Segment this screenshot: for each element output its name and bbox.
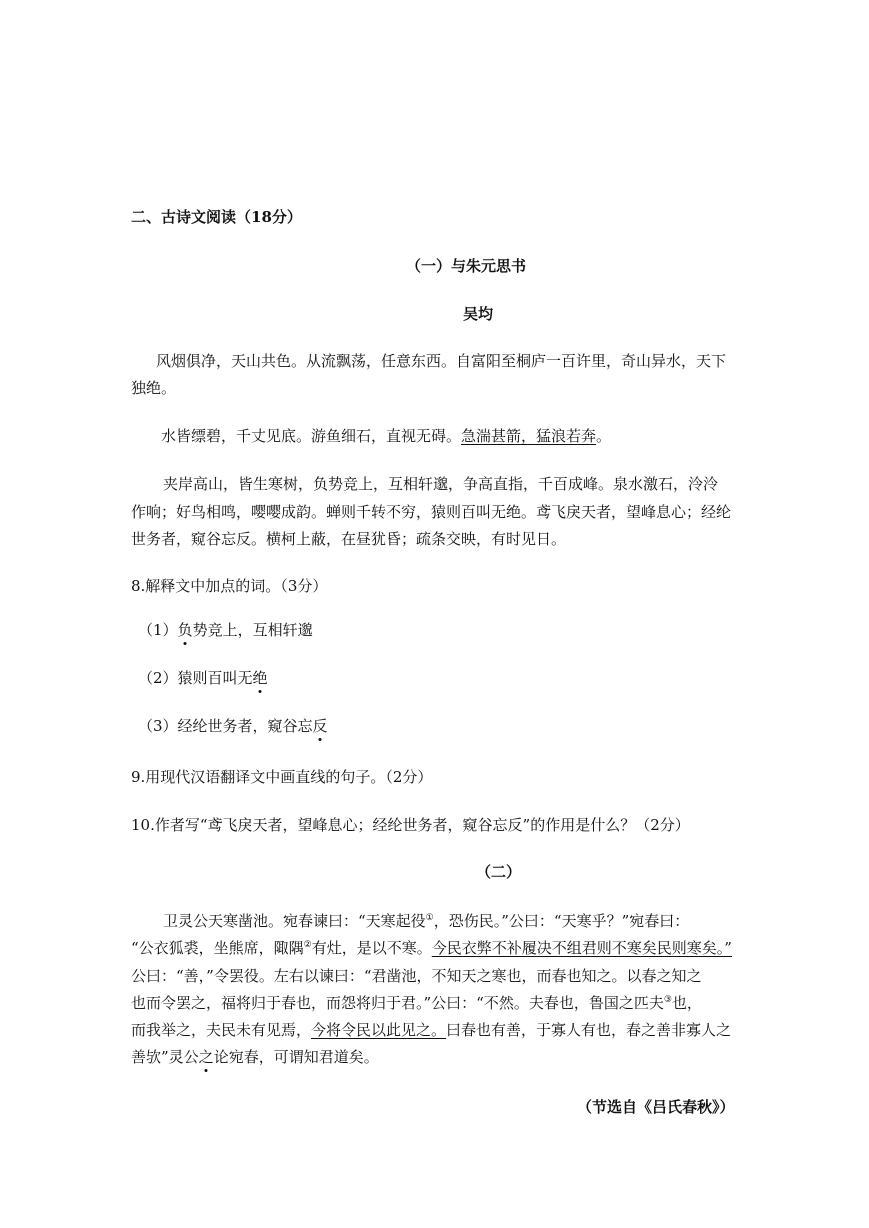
p2-l2-b: 有灶，是以不寒。 bbox=[311, 939, 432, 957]
footnote-marker-1: ① bbox=[425, 913, 434, 923]
passage1-p2 bbox=[161, 426, 611, 446]
question-8: 8.解释文中加点的词。（3分） bbox=[131, 577, 328, 595]
question-8-2 bbox=[138, 668, 268, 688]
passage1-p1-line1: 风烟俱净，天山共色。从流飘荡，任意东西。自富阳至桐庐一百许里，奇山异水，天下 bbox=[156, 352, 727, 370]
passage2-line2 bbox=[131, 938, 732, 958]
passage2-line4 bbox=[131, 993, 702, 1013]
question-10: 10.作者写“鸢飞戾天者，望峰息心；经纶世务者，窥谷忘反”的作用是什么？（2分） bbox=[131, 816, 690, 834]
q8-2-pre: （2）猿则百叫无 bbox=[138, 669, 253, 687]
question-9: 9.用现代汉语翻译文中画直线的句子。（2分） bbox=[131, 768, 433, 786]
passage1-p1-line2: 独绝。 bbox=[131, 379, 177, 397]
q8-1-dotted-word: 负 bbox=[177, 621, 193, 639]
question-8-3 bbox=[138, 716, 328, 736]
p2-l4-b: 也， bbox=[671, 994, 702, 1012]
passage1-title: （一）与朱元思书 bbox=[406, 257, 527, 275]
passage1-p3-line1: 夹岸高山，皆生寒树，负势竞上，互相轩邈，争高直指，千百成峰。泉水激石，泠泠 bbox=[163, 475, 719, 493]
footnote-marker-3: ③ bbox=[663, 995, 672, 1005]
passage2-line3: 公曰：“善，”令罢役。左右以谏曰：“君凿池，不知天之寒也，而春也知之。以春之知之 bbox=[131, 967, 702, 985]
p2-l2-underlined: 今民衣弊不补履决不组君则不寒矣民则寒矣。” bbox=[431, 939, 732, 957]
passage2-title: （二） bbox=[476, 863, 522, 881]
passage1-p2-post: 。 bbox=[596, 427, 612, 445]
passage1-p2-underlined: 急湍甚箭，猛浪若奔 bbox=[461, 427, 597, 445]
passage2-source: （节选自《吕氏春秋》） bbox=[577, 1098, 735, 1116]
passage1-author: 吴均 bbox=[463, 305, 494, 323]
section-heading: 二、古诗文阅读（18分） bbox=[131, 208, 302, 226]
question-8-1 bbox=[138, 620, 313, 640]
q8-3-pre: （3）经纶世务者，窥谷忘 bbox=[138, 717, 313, 735]
passage2-line5 bbox=[131, 1020, 731, 1040]
passage2-line1 bbox=[163, 911, 689, 931]
p2-l5-b: 曰春也有善，于寡人有也，春之善非寡人之 bbox=[446, 1021, 732, 1039]
passage2-line6 bbox=[131, 1047, 379, 1067]
footnote-marker-2: ② bbox=[303, 940, 312, 950]
passage1-p2-pre: 水皆缥碧，千丈见底。游鱼细石，直视无碍。 bbox=[161, 427, 462, 445]
p2-l1-a: 卫灵公天寒凿池。宛春谏曰：“天寒起役 bbox=[163, 912, 426, 930]
p2-l6-b: 论宛春，可谓知君道矣。 bbox=[213, 1048, 379, 1066]
q8-2-dotted-word: 绝 bbox=[252, 669, 268, 687]
p2-l6-a: 善欤”灵公 bbox=[131, 1048, 199, 1066]
q8-1-post: 势竞上，互相轩邈 bbox=[192, 621, 313, 639]
p2-l6-dotted-word: 之 bbox=[198, 1048, 214, 1066]
p2-l2-a: “公衣狐裘，坐熊席，陬隅 bbox=[131, 939, 304, 957]
p2-l5-underlined: 今将令民以此见之。 bbox=[311, 1021, 447, 1039]
q8-1-pre: （1） bbox=[138, 621, 178, 639]
passage1-p3-line3: 世务者，窥谷忘反。横柯上蔽，在昼犹昏；疏条交映，有时见日。 bbox=[131, 530, 567, 548]
p2-l1-b: ，恐伤民。”公曰：“天寒乎？”宛春曰： bbox=[433, 912, 690, 930]
q8-3-dotted-word: 反 bbox=[312, 717, 328, 735]
passage1-p3-line2: 作响；好鸟相鸣，嘤嘤成韵。蝉则千转不穷，猿则百叫无绝。鸢飞戾天者，望峰息心；经纶 bbox=[131, 503, 732, 521]
p2-l5-a: 而我举之，夫民未有见焉， bbox=[131, 1021, 312, 1039]
p2-l4-a: 也而令罢之，福将归于春也，而怨将归于君。”公曰：“不然。夫春也，鲁国之匹夫 bbox=[131, 994, 664, 1012]
